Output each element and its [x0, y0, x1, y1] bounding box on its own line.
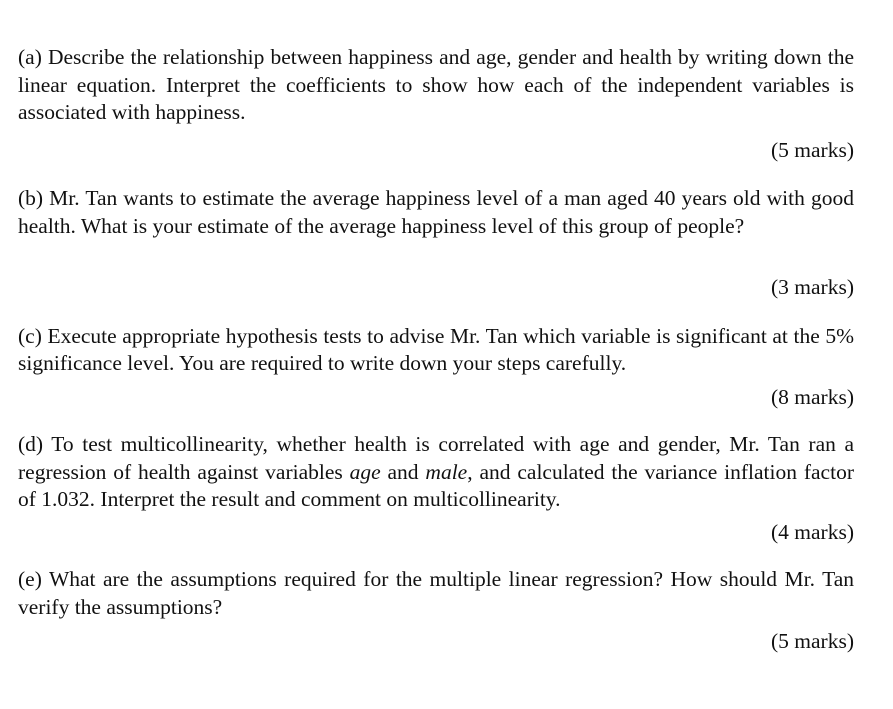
question-c	[18, 323, 854, 412]
question-c-text: (c) Execute appropriate hypothesis tests to advise Mr. Tan which variable is significant at the 5% significance level. You are required to write down your steps carefully.	[18, 323, 854, 375]
question-d-text-start: (d) To test multicollinearity, whether health is correlated with age and gender, Mr. Tan ran a regression of health against variables	[18, 432, 854, 484]
question-e-marks: (5 marks)	[771, 629, 854, 653]
question-a-marks: (5 marks)	[771, 137, 854, 162]
question-d-text	[18, 431, 854, 514]
question-b	[18, 185, 854, 302]
question-a	[18, 44, 854, 164]
question-sheet	[18, 44, 854, 656]
question-d-text-end: , and calculated the variance inflation factor of 1.032. Interpret the result and comment on multicollinearity.	[18, 459, 854, 511]
variable-male: male	[425, 459, 468, 484]
question-e	[18, 566, 854, 656]
question-e-text: (e) What are the assumptions required for the multiple linear regression? How should Mr. Tan verify the assumptions?	[18, 567, 854, 619]
question-a-text: (a) Describe the relationship between happiness and age, gender and health by writing down the linear equation. Interpret the coefficients to show how each of the independent variables is associated with happiness.	[18, 45, 854, 124]
question-b-text: (b) Mr. Tan wants to estimate the average happiness level of a man aged 40 years old with good health. What is your estimate of the average happiness level of this group of people?	[18, 186, 854, 238]
question-d-text-and: and	[380, 459, 426, 484]
variable-age: age	[349, 459, 381, 484]
question-d	[18, 431, 854, 546]
question-c-marks: (8 marks)	[771, 384, 854, 409]
question-d-marks: (4 marks)	[771, 519, 854, 544]
question-b-marks: (3 marks)	[771, 275, 854, 299]
